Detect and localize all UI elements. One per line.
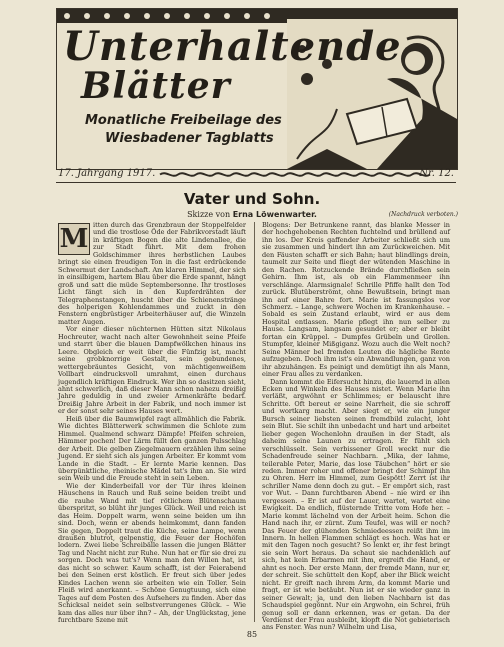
article-column-left	[58, 221, 246, 625]
issue-ornament-row	[160, 170, 430, 179]
issue-year: 17. Jahrgang 1917.	[58, 168, 156, 179]
article-title: Vater und Sohn.	[183, 190, 321, 208]
byline-prefix: Skizze von	[187, 210, 231, 219]
issue-bar	[56, 166, 456, 183]
masthead-subtitle-line2: Wiesbadener Tagblatts	[105, 131, 274, 146]
masthead-title-line1: Unterhaltende	[63, 23, 402, 70]
byline-author: Erna Löwenwarter.	[232, 210, 317, 219]
paragraph-text: itten durch das Grenzbraun der Stoppelfelder und die trostlose Öde der Fabrikvorstadt läuft in kräftigen Bogen die alte Lindenallee, die zur Stadt führt. Mit dem frohen Goldschimmer ihres herbstlichen Laubes bringt sie einen freudigen Ton in die fast erdrückende Schwermut der Landschaft. Am klaren Himmel, der sich in einsilbigem, hartem Blau über die Erde spannt, hängt groß und satt die müde Septembersonne. Ihr trostloses Licht fängt sich in den Kupferdrähten der Telegraphenstangen, huscht über die Schienenstränge des holperigen Kohlendammes und zuckt in den Fenstern engbrüstiger Arbeiterhäuser auf, die Winzeln matter Augen.	[58, 221, 246, 326]
drop-cap: M	[59, 224, 89, 254]
masthead-title-line2: Blätter	[81, 65, 231, 107]
paragraph: Vor einer dieser nüchternen Hütten sitzt Nikolaus Hochreuter, wacht nach alter Gewohnheit seine Pfeife und starrt über die blauen Dampfwölkchen hinaus ins Leere. Obgleich er weit über die Fünfzig ist, macht seine grobknorrige Gestalt, sein gebundenes, wettergebräuntes Gesicht, von mächtigenweißem Vollbart eindrucksvoll umrahmt, einen durchaus jugendlich kräftigen Eindruck. Wer ihn so dasitzen sieht, ahnt schwerlich, daß dieser Mann schon nahezu dreißig Jahre geduldig in und zweier Armenkräfte bedarf. Dreißig Jahre Arbeit in der Fabrik, und noch immer ist er der sonst sehr seines Hauses wert.	[58, 325, 246, 416]
paragraph: Wie der Kinderbeifall vor der Tür ihres kleinen Häuschens in Rauch und Ruß seine beiden treibt und die rauhe Wand mit tief rötlichem Blütenschaum überspritzt, so blüht ihr junges Glück. Weil und reich ist das Heim. Doppelt warm, wenn seine beiden um ihn sind. Doch, wenn er abends heimkommt, dann fanden Sie gegen, Doppelt traut die Küche, seine Lampe, wenn draußen blutrot, gelpenstig, die Feuer der Hochöfen lodern. Zwei liebe Schreibälle lassen die jungen Blätter Tag und Nacht nicht zur Ruhe. Nun hat er für sie drei zu sorgen. Doch was tut's? Wenn man den Willen hat, ist das nicht so schwer. Kaum schafft, ist der Feierabend bei den Seinen erst köstlich. Er freut sich über jedes Kindes Lachen wenn sie arbeiten wie ein Toller. Sein Fleiß wird anerkannt. – Schöne Genugtuung, sich eine Tages auf dem Posten des Aufsehers zu finden. Aber das Schicksal neidet sein selbstverrungenes Glück. – Wie kam das alles nur über ihn? – Ah, der Unglückstag, jene furchtbare Szene mit	[58, 481, 246, 625]
masthead	[56, 8, 458, 170]
page-number: 85	[246, 630, 258, 639]
reprint-note: (Nachdruck verboten.)	[388, 211, 458, 218]
masthead-subtitle-line1: Monatliche Freibeilage des	[85, 113, 282, 128]
paragraph: Blogens: Der Betrunkene rannt, das blanke Messer in der hochgehobenen Rechten fuchtelnd und brüllend auf ihn los. Der Kreis gaffender Arbeiter schließt sich um sie zusammen und hindert ihn am Zurückweichen. Mit den Fäusten schafft er sich Bahn; haut blindlings drein, taumelt zur Seite und fliegt der wütenden Maschine in den Rachen. Rotzuckende Brände durchfließen sein Gehirn. Ihm ist, als ob ein Flammenmeer ihn verschlänge. Alarmsignale! Schrille Pfiffe hallt den Tod zurück. Blutüberströmt, ohne Bewußtsein, bringt man ihn auf einer Bahre fort. Marie ist fassungslos vor Schmerz. – Lange, schwere Wochen im Krankenhause. – Sobald es sein Zustand erlaubt, wird er aus dem Hospital entlassen. Marie pflegt ihn nun selber zu Hause. Langsam, langsam gesundet er; aber er bleibt fortan ein Krüppel. – Dumpfes Grübeln und Grollen. Stumpfer, kleiner Mißgiganz. Wozu auch die Welt noch? Seine Männer bel fremden Leuten die hägliche Rente aufzugeben. Doch ihm ist's ein Abwandlungen, ganz von ihr abzuhängen. Es peinigt und demütigt ihn als Mann, einer Frau alles zu verdanken.	[262, 221, 450, 379]
column-divider	[254, 222, 255, 622]
paragraph: Heiß über die Baumwipfel ragt allmählich die Fabrik. Wie dichtes Blätterwerk schwimmen die Schlote zum Himmel. Qualmend schwarz Dämpfe! Pfeifen schreien, Hämmer pochen! Der Lärm füllt den ganzen Pulsschlag der Arbeit. Die gelben Ziegelmauern erzählen ihm seine Jugend. Er sieht sich als jungen Arbeiter. Er kommt vom Lande in die Stadt. – Er lernte Marie kennen. Das überpünktliche, rheinische Mädel tat's ihm an. Sie wird sein Weib und die Freude steht in sein Leben.	[58, 414, 246, 483]
article-column-right	[262, 221, 450, 632]
paragraph: Dann kommt die Eifersucht hinzu, die lauernd in allen Ecken und Winkeln des Hauses nistet. Wenn Marie ihn verläßt, argwöhnt er Schlimmes; er belauscht ihre Schritte. Oft bereut er seine Narrheit, die sie schroff und wortkarg macht. Aber siegt er, wie ein junger Bursch seiner liebsten seinen fremdbild zulacht, loht sein Blut. Sie schilt ihn unbedacht und hart und arbeitet lieber gegen Wochenlohn draußen in der Stadt, als daheim seine Launen zu ertragen. Er fühlt sich verschlüsselt. Sein verbissener Groll weckt nur die Schadenfreude seiner Nachbarn. „Mika, der lahme, teilerable Peter, Marie, das lose Täubchen“ hört er sie reden. Immer roher und offener bringt der Schimpf ihn zu Ohren. Herr im Himmel, zum Gespött! Zerrt ist ihr schriller Name denn doch zu gut. – Er empört sich, rast vor Wut. – Dann furchtbaren Abend – nie wird er ihn vergessen. – Er ist auf der Lauer, wartet, wartet eine Ewigkeit. Da endlich, flüsternde Tritte vom Hofe her. – Marie kommt lächelnd von der Arbeit heim. Schon die Hand nach ihr, er zürnt. Zum Teufel, was will er noch? Das Feuer der glühenden Schmiedeessen reißt ihm im Innern. In hellen Flammen schlägt es hoch. Was hat er mit den Tagen noch gesucht? So lenkt er, ihr fest bringt sie sein Wort heraus. Da schaut sie nachdenklich auf sich, hat kein Erbarmen mit ihm, ergreift die Hand, er ahnt es noch. Der erste Mann, der fremde Mann, nur er, der schreit. Sie schüttelt den Kopf, aber ihr Blick weicht nicht. Er greift nach ihrem Arm, da kommt Marie und fragt, er ist wie betäubt. Nun ist er sie wieder ganz in seiner Gewalt; ja, und den lieben Nachbarn ist das Schaudspiel gegönnt. Nur ein Argwohn, ein Schrei, früh genug soll er dann erkennen, was er getan. Da der Verdienst der Frau ausbleibt, klopft die Not gebieterisch ans Fenster. Was nun? Wilhelm und Lisa,	[262, 377, 450, 632]
paragraph	[58, 222, 246, 326]
issue-number: Nr. 12.	[419, 168, 454, 179]
